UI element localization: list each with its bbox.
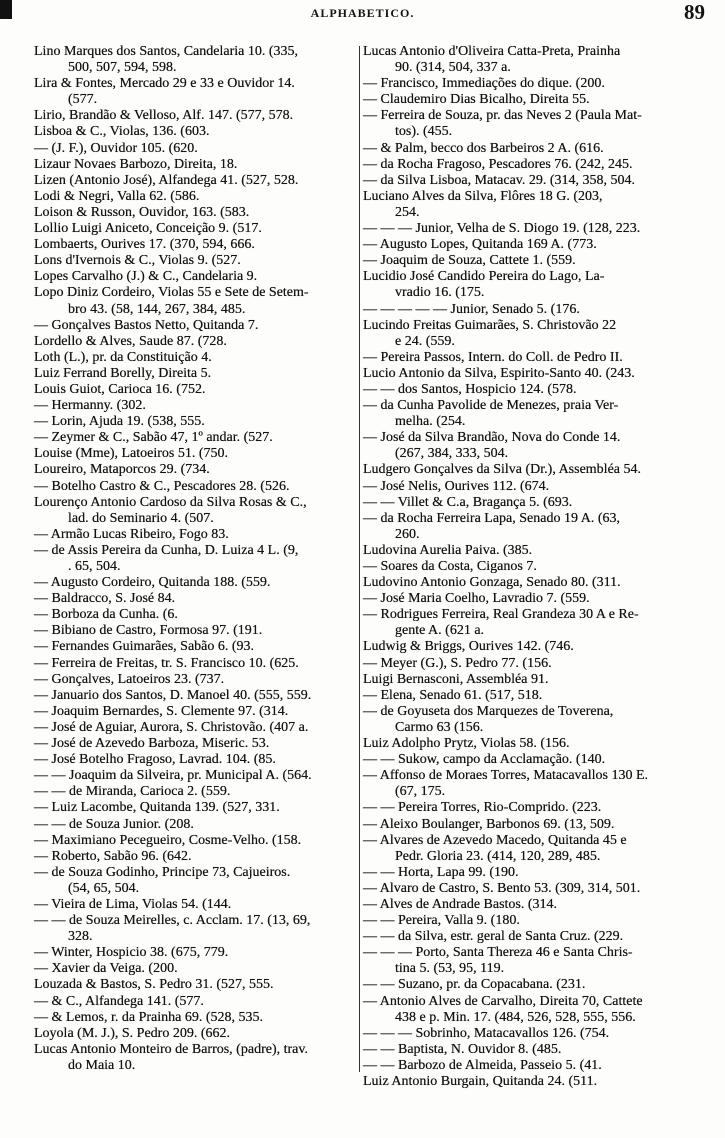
entry-line: Lino Marques dos Santos, Candelaria 10. (335, xyxy=(34,44,299,59)
directory-entry xyxy=(363,350,721,366)
directory-entry xyxy=(363,430,721,462)
directory-entry xyxy=(34,945,356,961)
directory-entry xyxy=(34,366,356,382)
directory-entry xyxy=(34,784,356,800)
entry-line: Louise (Mme), Latoeiros 51. (750. xyxy=(34,446,229,462)
directory-entry xyxy=(34,656,356,672)
entry-line: — de Assis Pereira da Cunha, D. Luiza 4 L. (9, xyxy=(34,542,299,558)
directory-entry xyxy=(363,382,721,398)
directory-entry xyxy=(34,575,356,591)
entry-line: — Januario dos Santos, D. Manoel 40. (555, 559. xyxy=(34,687,312,703)
directory-entry xyxy=(34,752,356,768)
directory-entry xyxy=(363,704,721,736)
directory-entry xyxy=(363,607,721,639)
directory-entry xyxy=(34,462,356,478)
directory-entry xyxy=(363,108,721,140)
directory-entry xyxy=(34,221,356,237)
directory-entry xyxy=(34,44,356,76)
directory-entry xyxy=(34,736,356,752)
entry-line: — — de Souza Meirelles, c. Acclam. 17. (13, 69, xyxy=(34,913,311,929)
directory-entry xyxy=(363,511,721,543)
directory-entry xyxy=(34,173,356,189)
entry-line: — Zeymer & C., Sabão 47, 1º andar. (527. xyxy=(34,430,273,446)
entry-line: Loison & Russon, Ouvidor, 163. (583. xyxy=(34,204,250,220)
entry-line: — (J. F.), Ouvidor 105. (620. xyxy=(34,140,198,156)
page-number: 89 xyxy=(684,0,705,24)
directory-entry xyxy=(34,961,356,977)
entry-line: — Maximiano Pecegueiro, Cosme-Velho. (158. xyxy=(34,832,302,848)
directory-entry xyxy=(34,817,356,833)
entry-line: Louis Guiot, Carioca 16. (752. xyxy=(34,381,206,397)
entry-continuation-line: bro 43. (58, 144, 267, 384, 485. xyxy=(68,301,246,317)
entry-line: — Luiz Lacombe, Quitanda 139. (527, 331. xyxy=(34,800,280,816)
directory-entry xyxy=(34,253,356,269)
entry-line: — Lorin, Ajuda 19. (538, 555. xyxy=(34,414,205,430)
directory-entry xyxy=(363,591,721,607)
directory-entry xyxy=(34,849,356,865)
directory-entry xyxy=(363,945,721,977)
entry-continuation-line: vradio 16. (175. xyxy=(395,285,485,301)
directory-entry xyxy=(34,237,356,253)
entry-line: Luiz Ferrand Borelly, Direita 5. xyxy=(34,365,212,381)
directory-entry xyxy=(363,575,721,591)
directory-entry xyxy=(34,382,356,398)
directory-entry xyxy=(34,1042,356,1074)
entry-continuation-line: (267, 384, 333, 504. xyxy=(395,446,509,462)
entry-line: — Elena, Senado 61. (517, 518. xyxy=(363,687,543,703)
entry-line: — Meyer (G.), S. Pedro 77. (156. xyxy=(363,655,552,671)
entry-line: Lucas Antonio Monteiro de Barros, (padre), trav. xyxy=(34,1041,308,1057)
entry-line: — — Barbozo de Almeida, Passeio 5. (41. xyxy=(363,1057,602,1073)
directory-entry xyxy=(363,92,721,108)
entry-continuation-line: 328. xyxy=(68,929,93,945)
entry-continuation-line: (67, 175. xyxy=(395,784,446,800)
entry-line: Loyola (M. J.), S. Pedro 209. (662. xyxy=(34,1025,230,1041)
entry-continuation-line: Pedr. Gloria 23. (414, 120, 289, 485. xyxy=(395,848,601,864)
entry-continuation-line: . 65, 504. xyxy=(68,559,121,574)
directory-entry xyxy=(34,800,356,816)
directory-entry xyxy=(34,688,356,704)
directory-entry xyxy=(363,929,721,945)
entry-continuation-line: do Maia 10. xyxy=(68,1057,136,1073)
entry-line: Louzada & Bastos, S. Pedro 31. (527, 555. xyxy=(34,977,274,993)
entry-line: Lollio Luigi Aniceto, Conceição 9. (517. xyxy=(34,221,262,237)
entry-line: — Xavier da Veiga. (200. xyxy=(34,961,178,977)
entry-line: Lucidio José Candido Pereira do Lago, La- xyxy=(363,269,605,285)
directory-entry xyxy=(363,1058,721,1074)
directory-entry xyxy=(363,913,721,929)
entry-continuation-line: Carmo 63 (156. xyxy=(395,719,484,735)
directory-entry xyxy=(363,736,721,752)
entry-continuation-line: (54, 65, 504. xyxy=(68,880,140,896)
directory-entry xyxy=(34,318,356,334)
directory-entry xyxy=(34,446,356,462)
directory-entry xyxy=(34,897,356,913)
entry-line: Ludgero Gonçalves da Silva (Dr.), Assembléa 54. xyxy=(363,462,641,478)
entry-line: Luiz Adolpho Prytz, Violas 58. (156. xyxy=(363,736,570,752)
entry-line: — — de Souza Junior. (208. xyxy=(34,816,194,832)
entry-line: — Francisco, Immediações do dique. (200. xyxy=(363,76,605,92)
entry-line: Lira & Fontes, Mercado 29 e 33 e Ouvidor 14. xyxy=(34,76,295,92)
directory-entry xyxy=(363,800,721,816)
entry-line: Lopo Diniz Cordeiro, Violas 55 e Sete de Setem- xyxy=(34,285,309,301)
directory-entry xyxy=(363,76,721,92)
directory-entry xyxy=(363,833,721,865)
entry-line: — — Villet & C.a, Bragança 5. (693. xyxy=(363,494,573,510)
directory-entry xyxy=(363,752,721,768)
entry-line: Luiz Antonio Burgain, Quitanda 24. (511. xyxy=(363,1074,598,1089)
entry-line: Lizaur Novaes Barbozo, Direita, 18. xyxy=(34,156,238,172)
directory-entry xyxy=(34,720,356,736)
directory-entry xyxy=(363,141,721,157)
entry-continuation-line: e 24. (559. xyxy=(395,333,455,349)
directory-entry xyxy=(363,688,721,704)
directory-entry xyxy=(363,366,721,382)
directory-entry xyxy=(34,269,356,285)
entry-continuation-line: gente A. (621 a. xyxy=(395,623,485,639)
directory-entry xyxy=(363,881,721,897)
entry-line: — Augusto Cordeiro, Quitanda 188. (559. xyxy=(34,575,271,591)
directory-entry xyxy=(34,414,356,430)
directory-entry xyxy=(363,221,721,237)
entry-line: — José Nelis, Ourives 112. (674. xyxy=(363,478,550,494)
column-divider xyxy=(359,46,360,1072)
entry-line: Lucio Antonio da Silva, Espirito-Santo 40. (243. xyxy=(363,365,635,381)
directory-entry xyxy=(34,543,356,575)
entry-line: — — de Miranda, Carioca 2. (559. xyxy=(34,784,231,800)
directory-entry xyxy=(34,285,356,317)
directory-entry xyxy=(34,1010,356,1026)
entry-line: — José Botelho Fragoso, Lavrad. 104. (85. xyxy=(34,752,276,768)
entry-line: — & Lemos, r. da Prainha 69. (528, 535. xyxy=(34,1009,264,1025)
directory-entry xyxy=(363,302,721,318)
directory-entry xyxy=(34,607,356,623)
directory-entry xyxy=(363,977,721,993)
entry-line: Lordello & Alves, Saude 87. (728. xyxy=(34,333,227,349)
entry-line: — Gonçalves Bastos Netto, Quitanda 7. xyxy=(34,317,259,333)
directory-entry xyxy=(363,865,721,881)
directory-entry xyxy=(34,639,356,655)
directory-entry xyxy=(34,704,356,720)
directory-entry xyxy=(34,768,356,784)
entry-line: Lons d'Ivernois & C., Violas 9. (527. xyxy=(34,253,241,269)
entry-line: — Pereira Passos, Intern. do Coll. de Pedro II. xyxy=(363,349,623,365)
directory-entry xyxy=(34,865,356,897)
running-head: ALPHABETICO. xyxy=(310,6,415,20)
directory-entry xyxy=(34,623,356,639)
directory-entry xyxy=(363,543,721,559)
directory-entry xyxy=(363,398,721,430)
entry-line: — — Joaquim da Silveira, pr. Municipal A. (564. xyxy=(34,768,312,784)
directory-entry xyxy=(363,768,721,800)
entry-line: — Joaquim Bernardes, S. Clemente 97. (314. xyxy=(34,703,289,719)
entry-line: — Bibiano de Castro, Formosa 97. (191. xyxy=(34,623,263,639)
entry-line: Lodi & Negri, Valla 62. (586. xyxy=(34,188,200,204)
entry-line: — Ferreira de Souza, pr. das Neves 2 (Paula Mat- xyxy=(363,108,642,124)
entry-line: — — Suzano, pr. da Copacabana. (231. xyxy=(363,977,586,993)
right-column xyxy=(363,44,721,1090)
entry-line: — Hermanny. (302. xyxy=(34,398,146,414)
entry-line: — Winter, Hospicio 38. (675, 779. xyxy=(34,945,229,961)
entry-line: Lizen (Antonio José), Alfandega 41. (527, 528. xyxy=(34,172,299,188)
directory-entry xyxy=(34,205,356,221)
entry-line: Lombaerts, Ourives 17. (370, 594, 666. xyxy=(34,237,255,253)
directory-entry xyxy=(363,559,721,575)
entry-line: — Roberto, Sabão 96. (642. xyxy=(34,848,192,864)
entry-line: — Alves de Andrade Bastos. (314. xyxy=(363,896,558,912)
directory-entry xyxy=(34,108,356,124)
entry-line: Loureiro, Mataporcos 29. (734. xyxy=(34,462,210,478)
directory-entry xyxy=(363,495,721,511)
entry-line: — Claudemiro Dias Bicalho, Direita 55. xyxy=(363,92,590,108)
entry-continuation-line: 90. (314, 504, 337 a. xyxy=(395,60,511,76)
entry-line: — da Silva Lisboa, Matacav. 29. (314, 358, 504. xyxy=(363,172,636,188)
entry-continuation-line: 500, 507, 594, 598. xyxy=(68,60,177,76)
entry-line: — — Horta, Lapa 99. (190. xyxy=(363,864,519,880)
entry-line: Ludovino Antonio Gonzaga, Senado 80. (311. xyxy=(363,575,621,591)
directory-entry xyxy=(34,479,356,495)
entry-line: Ludovina Aurelia Paiva. (385. xyxy=(363,542,533,558)
entry-line: — Aleixo Boulanger, Barbonos 69. (13, 509. xyxy=(363,816,615,832)
entry-line: — & C., Alfandega 141. (577. xyxy=(34,993,204,1009)
directory-entry xyxy=(34,334,356,350)
entry-line: — Vieira de Lima, Violas 54. (144. xyxy=(34,896,232,912)
directory-entry xyxy=(363,237,721,253)
entry-line: — Baldracco, S. José 84. xyxy=(34,591,176,607)
entry-line: — — — Junior, Velha de S. Diogo 19. (128, 223. xyxy=(363,221,641,237)
entry-line: — — — Porto, Santa Thereza 46 e Santa Chris- xyxy=(363,945,633,961)
entry-line: — Affonso de Moraes Torres, Matacavallos 130 E. xyxy=(363,768,649,784)
entry-line: — Armão Lucas Ribeiro, Fogo 83. xyxy=(34,526,229,542)
directory-entry xyxy=(34,977,356,993)
entry-line: Luciano Alves da Silva, Flôres 18 G. (203, xyxy=(363,188,603,204)
entry-line: — Soares da Costa, Ciganos 7. xyxy=(363,559,537,574)
directory-entry xyxy=(363,479,721,495)
entry-continuation-line: 254. xyxy=(395,204,420,220)
entry-line: — Rodrigues Ferreira, Real Grandeza 30 A e Re- xyxy=(363,607,639,623)
entry-line: — Alvaro de Castro, S. Bento 53. (309, 314, 501. xyxy=(363,880,641,896)
directory-entry xyxy=(363,44,721,76)
directory-entry xyxy=(34,994,356,1010)
entry-line: — de Goyuseta dos Marquezes de Toverena, xyxy=(363,703,614,719)
entry-line: — Botelho Castro & C., Pescadores 28. (526. xyxy=(34,478,290,494)
directory-entry xyxy=(363,1074,721,1090)
directory-entry xyxy=(363,462,721,478)
entry-line: — da Rocha Fragoso, Pescadores 76. (242, 245. xyxy=(363,156,633,172)
entry-line: — José de Azevedo Barboza, Miseric. 53. xyxy=(34,736,270,752)
directory-entry xyxy=(34,1026,356,1042)
directory-entry xyxy=(363,253,721,269)
directory-entry xyxy=(34,495,356,527)
directory-entry xyxy=(363,672,721,688)
entry-line: Lucindo Freitas Guimarães, S. Christovão 22 xyxy=(363,317,617,333)
directory-entry xyxy=(34,672,356,688)
entry-line: — Gonçalves, Latoeiros 23. (737. xyxy=(34,671,225,687)
directory-entry xyxy=(363,189,721,221)
entry-line: — Alvares de Azevedo Macedo, Quitanda 45 e xyxy=(363,832,627,848)
directory-entry xyxy=(363,639,721,655)
directory-entry xyxy=(34,913,356,945)
entry-line: — de Souza Godinho, Principe 73, Cajueiros. xyxy=(34,864,291,880)
directory-entry xyxy=(34,189,356,205)
directory-entry xyxy=(34,833,356,849)
directory-entry xyxy=(363,817,721,833)
entry-line: — — Baptista, N. Ouvidor 8. (485. xyxy=(363,1041,562,1057)
directory-entry xyxy=(363,318,721,350)
entry-line: — — da Silva, estr. geral de Santa Cruz. (229. xyxy=(363,929,624,945)
entry-line: Luigi Bernasconi, Assembléa 91. xyxy=(363,671,549,687)
entry-continuation-line: 260. xyxy=(395,526,420,542)
entry-line: — — Sukow, campo da Acclamação. (140. xyxy=(363,752,606,768)
entry-line: — Antonio Alves de Carvalho, Direita 70, Cattete xyxy=(363,993,643,1009)
directory-entry xyxy=(34,141,356,157)
entry-continuation-line: (577. xyxy=(68,92,98,108)
entry-line: — — dos Santos, Hospicio 124. (578. xyxy=(363,381,577,397)
entry-line: Ludwig & Briggs, Ourives 142. (746. xyxy=(363,639,574,655)
directory-entry xyxy=(363,897,721,913)
directory-entry xyxy=(34,398,356,414)
entry-line: — & Palm, becco dos Barbeiros 2 A. (616. xyxy=(363,140,604,156)
entry-line: — Augusto Lopes, Quitanda 169 A. (773. xyxy=(363,237,597,253)
entry-line: — — Pereira Torres, Rio-Comprido. (223. xyxy=(363,800,602,816)
entry-line: — da Rocha Ferreira Lapa, Senado 19 A. (63, xyxy=(363,510,620,526)
entry-line: — — — — — Junior, Senado 5. (176. xyxy=(363,301,580,317)
directory-entry xyxy=(363,173,721,189)
directory-entry xyxy=(34,527,356,543)
directory-entry xyxy=(34,430,356,446)
directory-entry xyxy=(34,591,356,607)
directory-entry xyxy=(34,76,356,108)
entry-line: Lucas Antonio d'Oliveira Catta-Preta, Prainha xyxy=(363,44,621,59)
directory-entry xyxy=(34,157,356,173)
entry-line: — Joaquim de Souza, Cattete 1. (559. xyxy=(363,253,576,269)
entry-line: — José de Aguiar, Aurora, S. Christovão. (407 a. xyxy=(34,719,309,735)
directory-entry xyxy=(363,1042,721,1058)
entry-line: — Fernandes Guimarães, Sabão 6. (93. xyxy=(34,639,255,655)
entry-continuation-line: tos). (455. xyxy=(395,124,453,140)
entry-line: — Ferreira de Freitas, tr. S. Francisco 10. (625. xyxy=(34,655,299,671)
entry-line: — — — Sobrinho, Matacavallos 126. (754. xyxy=(363,1025,610,1041)
directory-entry xyxy=(363,1026,721,1042)
entry-line: — da Cunha Pavolide de Menezes, praia Ver- xyxy=(363,398,619,414)
left-column xyxy=(34,44,356,1074)
entry-line: Lisboa & C., Violas, 136. (603. xyxy=(34,124,210,140)
entry-continuation-line: melha. (254. xyxy=(395,414,466,430)
entry-continuation-line: 438 e p. Min. 17. (484, 526, 528, 555, 556. xyxy=(395,1009,636,1025)
entry-line: — Borboza da Cunha. (6. xyxy=(34,607,178,623)
directory-entry xyxy=(363,157,721,173)
entry-continuation-line: lad. do Seminario 4. (507. xyxy=(68,510,214,526)
directory-entry xyxy=(363,269,721,301)
directory-entry xyxy=(34,350,356,366)
directory-entry xyxy=(363,994,721,1026)
entry-continuation-line: tina 5. (53, 95, 119. xyxy=(395,961,505,977)
entry-line: Lirio, Brandão & Velloso, Alf. 147. (577, 578. xyxy=(34,108,294,124)
entry-line: Lourenço Antonio Cardoso da Silva Rosas & C., xyxy=(34,494,307,510)
entry-line: Lopes Carvalho (J.) & C., Candelaria 9. xyxy=(34,269,258,285)
entry-line: Loth (L.), pr. da Constituição 4. xyxy=(34,349,212,365)
entry-line: — — Pereira, Valla 9. (180. xyxy=(363,913,520,929)
entry-line: — José da Silva Brandão, Nova do Conde 14. xyxy=(363,430,621,446)
directory-entry xyxy=(34,124,356,140)
entry-line: — José Maria Coelho, Lavradio 7. (559. xyxy=(363,591,590,607)
directory-entry xyxy=(363,656,721,672)
